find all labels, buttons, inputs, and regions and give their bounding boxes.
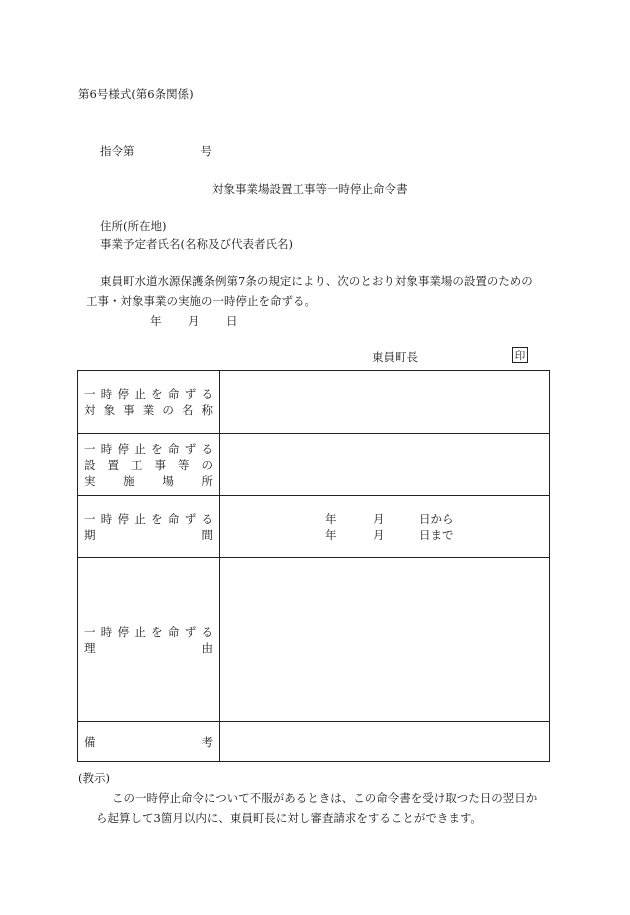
label-char: を (151, 624, 163, 639)
label-text (84, 441, 213, 457)
label-text (84, 386, 213, 402)
label-char: 備 (84, 734, 96, 749)
label-char: る (201, 441, 213, 456)
label-char: 止 (134, 511, 146, 526)
label-char: 一 (84, 511, 96, 526)
label-text (84, 511, 213, 527)
label-text (84, 527, 213, 543)
label-char: 時 (100, 387, 113, 401)
label-char: 理 (84, 640, 96, 655)
label-text (84, 457, 213, 473)
label-char: 止 (134, 441, 146, 456)
seal-mark: 印 (512, 347, 528, 363)
label-char: 実 (84, 473, 96, 488)
label-char: ず (184, 387, 197, 401)
issue-date (150, 313, 238, 329)
label-text (84, 640, 213, 656)
notice-line-2: ら起算して3箇月以内に、東員町長に対し審査請求をすることができます。 (96, 811, 482, 825)
label-char: る (201, 387, 213, 401)
label-char: 事 (123, 403, 135, 417)
value-remarks (220, 722, 550, 762)
form-code: 第6号様式(第6条関係) (78, 87, 194, 101)
value-location (220, 434, 550, 496)
label-text (84, 734, 213, 750)
label-text (84, 402, 213, 418)
label-char: の (201, 457, 213, 472)
label-char: の (162, 403, 174, 417)
body-text-line-1: 東員町水道水源保護条例第7条の規定により、次のとおり対象事業場の設置のための (100, 274, 533, 288)
label-char: 事 (154, 457, 166, 472)
label-char: 期 (84, 527, 96, 542)
order-number-suffix: 号 (200, 144, 212, 158)
table-row-reason (78, 558, 550, 722)
label-char: 一 (84, 441, 96, 456)
label-char: 命 (167, 624, 180, 639)
notice-label: (教示) (78, 771, 110, 785)
value-period (220, 496, 550, 558)
label-char: 業 (142, 403, 155, 417)
label-char: ず (184, 624, 197, 639)
table-row-period (78, 496, 550, 558)
label-char: 命 (167, 511, 180, 526)
label-char: 等 (178, 457, 190, 472)
value-reason (220, 558, 550, 722)
notice-line-1: この一時停止命令について不服があるときは、この命令書を受け取つた日の翌日か (112, 791, 538, 805)
label-char: ず (184, 511, 197, 526)
order-number (100, 143, 212, 159)
label-char: 所 (201, 473, 213, 488)
label-char: 施 (123, 473, 135, 488)
body-text-line-2: 工事・対象事業の実施の一時停止を命ずる。 (86, 294, 316, 308)
label-char: 由 (201, 640, 213, 655)
label-char: 一 (84, 624, 96, 639)
period-from: 年 月 日から (325, 511, 454, 526)
label-char: 対 (84, 403, 96, 417)
document-title: 対象事業場設置工事等一時停止命令書 (212, 182, 408, 196)
label-char: 称 (201, 403, 213, 417)
label-text (84, 473, 213, 489)
label-char: る (201, 624, 213, 639)
label-char: 命 (167, 441, 180, 456)
label-char: 時 (100, 624, 113, 639)
label-char: を (151, 441, 163, 456)
period-to: 年 月 日まで (325, 527, 454, 542)
label-char: 止 (134, 387, 146, 401)
label-char: 場 (162, 473, 174, 488)
label-text (84, 624, 213, 640)
label-char: 象 (103, 403, 116, 417)
label-char: を (151, 387, 163, 401)
label-location (78, 434, 220, 496)
label-char: 名 (181, 403, 194, 417)
label-char: 考 (201, 734, 213, 749)
label-reason (78, 558, 220, 722)
label-char: 設 (84, 457, 96, 472)
label-char: 一 (84, 387, 96, 401)
issuer-name: 東員町長 (372, 350, 418, 364)
label-char: 置 (107, 457, 119, 472)
label-char: 止 (134, 624, 146, 639)
label-char: 停 (117, 441, 130, 456)
label-char: 時 (100, 511, 113, 526)
label-char: を (151, 511, 163, 526)
label-char: ず (184, 441, 197, 456)
label-business-name (78, 371, 220, 434)
label-char: 停 (117, 624, 130, 639)
label-char: 時 (100, 441, 113, 456)
order-details-table (77, 370, 550, 762)
label-char: 停 (117, 511, 130, 526)
order-number-prefix: 指令第 (100, 144, 135, 158)
label-period (78, 496, 220, 558)
label-char: 命 (167, 387, 180, 401)
address-label: 住所(所在地) (100, 219, 167, 233)
date-year: 年 (150, 314, 162, 328)
business-name-label: 事業予定者氏名(名称及び代表者氏名) (100, 237, 293, 251)
label-char: る (201, 511, 213, 526)
table-row-remarks (78, 722, 550, 762)
table-row-business-name (78, 371, 550, 434)
label-char: 工 (131, 457, 143, 472)
value-business-name (220, 371, 550, 434)
date-month: 月 (188, 314, 200, 328)
label-char: 間 (201, 527, 213, 542)
table-row-location (78, 434, 550, 496)
date-day: 日 (226, 314, 238, 328)
label-char: 停 (117, 387, 130, 401)
label-remarks (78, 722, 220, 762)
